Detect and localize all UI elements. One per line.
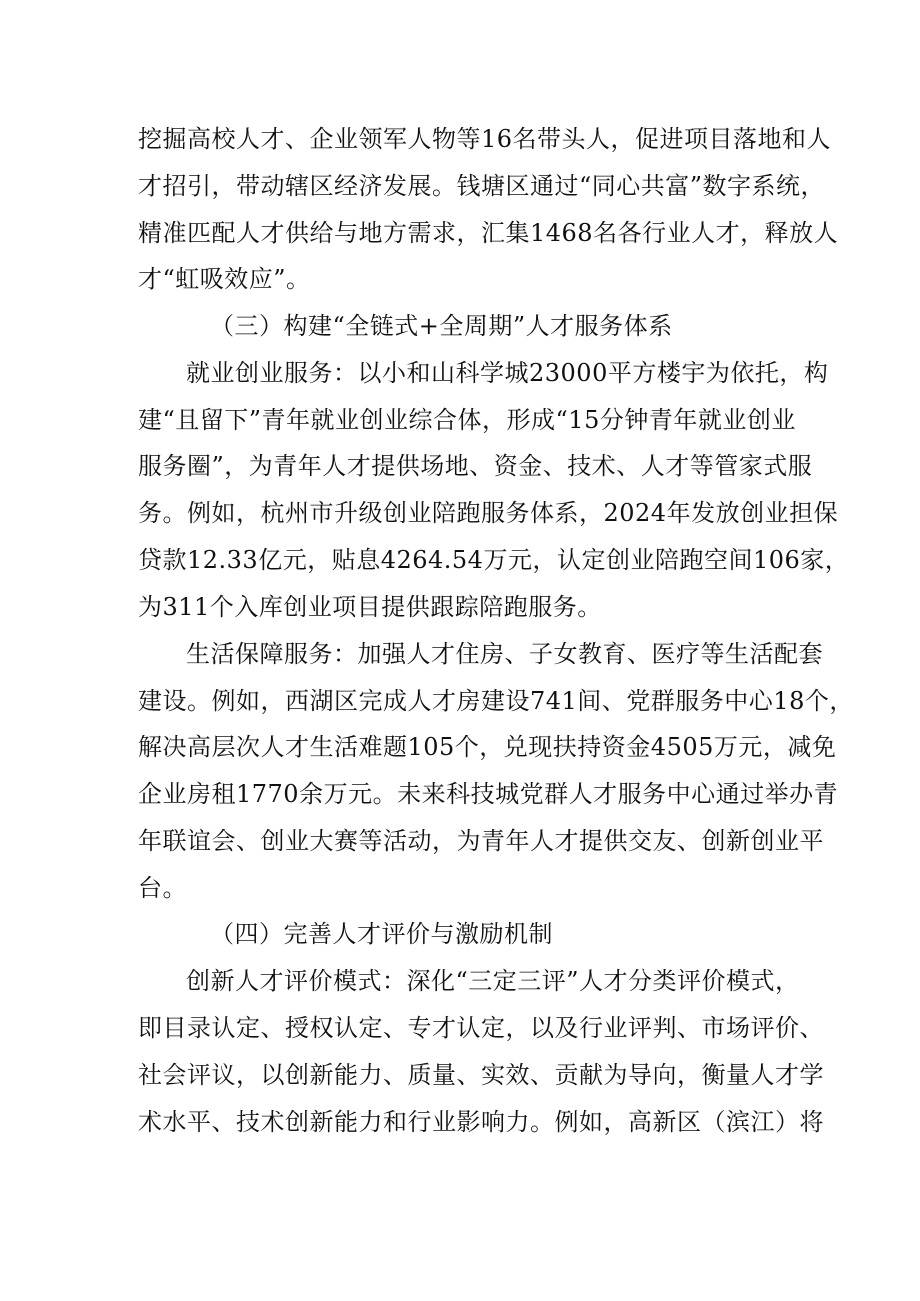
body-line-1: 挖掘高校人才、企业领军人物等16名带头人，促进项目落地和人: [138, 125, 832, 153]
body-line-20: 即目录认定、授权认定、专才认定，以及行业评判、市场评价、: [138, 1014, 824, 1042]
body-line-15: 企业房租1770余万元。未来科技城党群人才服务中心通过举办青: [138, 780, 839, 808]
body-line-17: 台。: [138, 874, 187, 902]
body-line-3: 精准匹配人才供给与地方需求，汇集1468名各行业人才，释放人: [138, 219, 839, 247]
body-line-7: 建“且留下”青年就业创业综合体，形成“15分钟青年就业创业: [138, 406, 796, 434]
body-line-8: 服务圈”，为青年人才提供场地、资金、技术、人才等管家式服: [138, 452, 813, 480]
body-line-14: 解决高层次人才生活难题105个，兑现扶持资金4505万元，减免: [138, 733, 837, 761]
body-line-19: 创新人才评价模式：深化“三定三评”人才分类评价模式，: [186, 967, 800, 995]
body-line-10: 贷款12.33亿元，贴息4264.54万元，认定创业陪跑空间106家，: [138, 546, 850, 574]
body-line-13: 建设。例如，西湖区完成人才房建设741间、党群服务中心18个，: [138, 687, 854, 715]
section-heading-4: （四）完善人才评价与激励机制: [210, 920, 553, 948]
body-line-22: 术水平、技术创新能力和行业影响力。例如，高新区（滨江）将: [138, 1108, 824, 1136]
body-line-11: 为311个入库创业项目提供跟踪陪跑服务。: [138, 593, 602, 621]
body-line-9: 务。例如，杭州市升级创业陪跑服务体系，2024年发放创业担保: [138, 499, 839, 527]
body-line-21: 社会评议，以创新能力、质量、实效、贡献为导向，衡量人才学: [138, 1061, 824, 1089]
body-line-16: 年联谊会、创业大赛等活动，为青年人才提供交友、创新创业平: [138, 827, 824, 855]
body-line-6: 就业创业服务：以小和山科学城23000平方楼宇为依托，构: [186, 359, 829, 387]
section-heading-3: （三）构建“全链式+全周期”人才服务体系: [210, 312, 673, 340]
body-line-12: 生活保障服务：加强人才住房、子女教育、医疗等生活配套: [186, 640, 823, 668]
body-line-4: 才“虹吸效应”。: [138, 265, 311, 293]
body-line-2: 才招引，带动辖区经济发展。钱塘区通过“同心共富”数字系统，: [138, 172, 826, 200]
